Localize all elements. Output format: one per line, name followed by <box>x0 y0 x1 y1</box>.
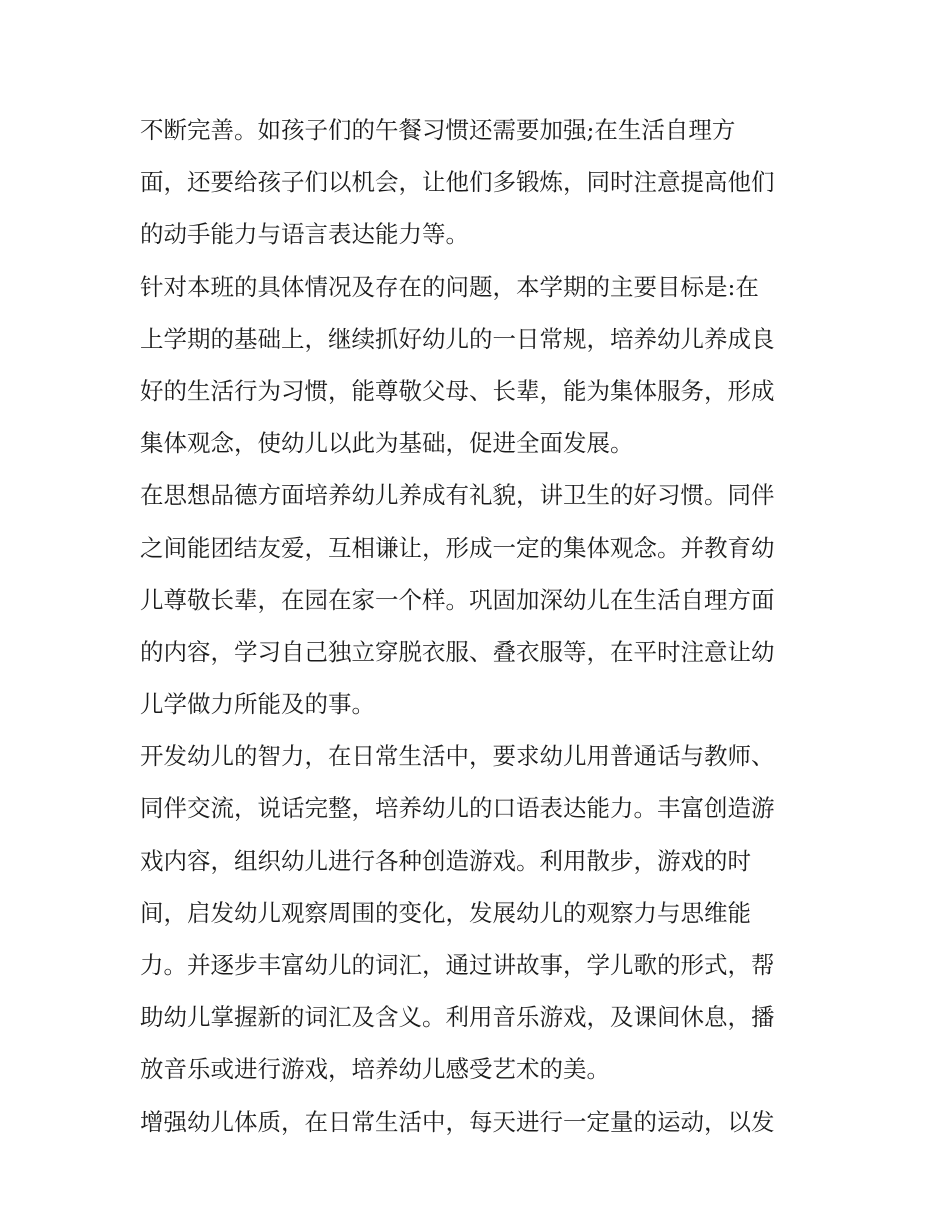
text-line: 的动手能力与语言表达能力等。 <box>140 220 469 249</box>
text-line: 儿尊敬长辈，在园在家一个样。巩固加深幼儿在生活自理方面 <box>140 585 775 614</box>
text-line: 好的生活行为习惯，能尊敬父母、长辈，能为集体服务，形成 <box>140 376 775 405</box>
text-line: 之间能团结友爱，互相谦让，形成一定的集体观念。并教育幼 <box>140 533 775 562</box>
document-body <box>140 104 830 1148</box>
text-line: 放音乐或进行游戏，培养幼儿感受艺术的美。 <box>140 1055 610 1084</box>
text-line: 力。并逐步丰富幼儿的词汇，通过讲故事，学儿歌的形式，帮 <box>140 951 775 979</box>
text-line: 儿学做力所能及的事。 <box>140 690 375 719</box>
text-line: 的内容，学习自己独立穿脱衣服、叠衣服等，在平时注意让幼 <box>140 637 775 666</box>
text-line: 增强幼儿体质，在日常生活中，每天进行一定量的运动，以发 <box>140 1107 775 1136</box>
text-line: 助幼儿掌握新的词汇及含义。利用音乐游戏，及课间休息，播 <box>140 1003 775 1032</box>
text-line: 面，还要给孩子们以机会，让他们多锻炼，同时注意提高他们 <box>140 168 775 197</box>
text-line: 集体观念，使幼儿以此为基础，促进全面发展。 <box>140 429 634 458</box>
text-line: 间，启发幼儿观察周围的变化，发展幼儿的观察力与思维能 <box>140 898 751 927</box>
text-line: 戏内容，组织幼儿进行各种创造游戏。利用散步，游戏的时 <box>140 846 751 875</box>
text-line: 同伴交流，说话完整，培养幼儿的口语表达能力。丰富创造游 <box>140 794 775 823</box>
text-line: 不断完善。如孩子们的午餐习惯还需要加强;在生活自理方 <box>140 116 736 144</box>
text-line: 上学期的基础上，继续抓好幼儿的一日常规，培养幼儿养成良 <box>140 324 775 353</box>
text-line: 针对本班的具体情况及存在的问题，本学期的主要目标是:在 <box>140 272 759 301</box>
text-line: 开发幼儿的智力，在日常生活中，要求幼儿用普通话与教师、 <box>140 742 775 771</box>
text-line: 在思想品德方面培养幼儿养成有礼貌，讲卫生的好习惯。同伴 <box>140 481 775 510</box>
